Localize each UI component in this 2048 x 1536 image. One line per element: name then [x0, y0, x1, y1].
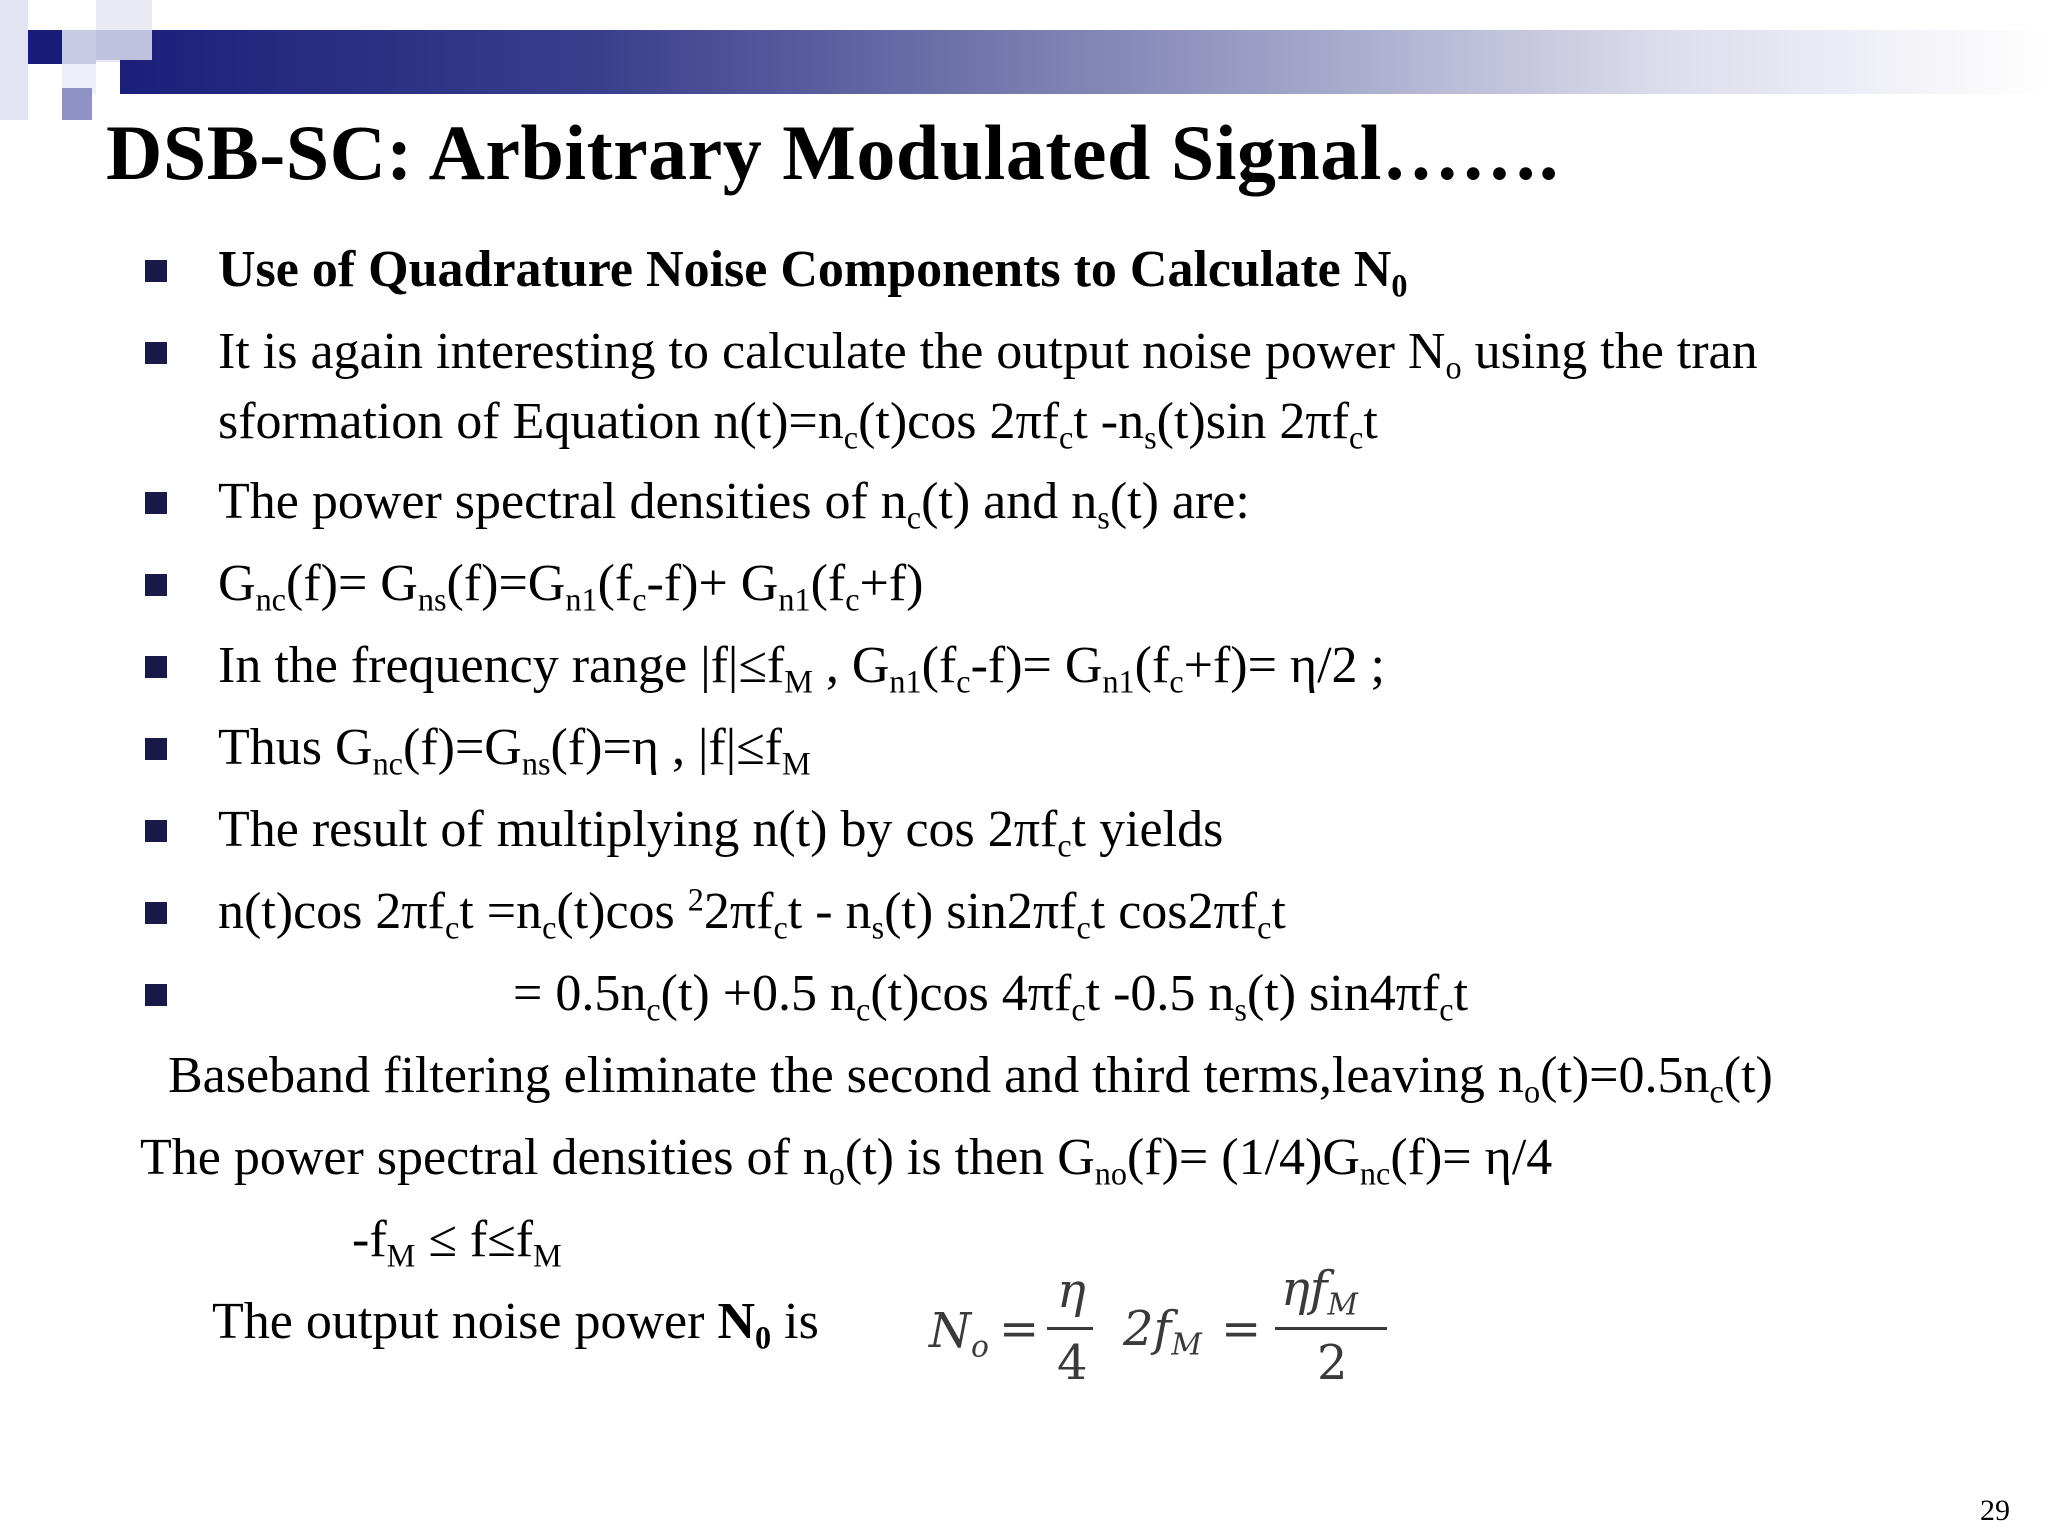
formula-denominator: 4: [1057, 1335, 1088, 1391]
fraction-bar: [1275, 1327, 1387, 1330]
bullet-2-continuation: sformation of Equation $n(t)=n_c(t)\cos$ $2\pi f_ct$ $-n_s(t)\sin$ $2\pi f_ct$: [218, 393, 1378, 456]
bullet-5: In the frequency range $|f|\le f_M$ , $G_{n1}(f_c-f)= G_{n1}(f_c+f)= \eta/2$ ;: [218, 637, 1385, 700]
bullet-4: $G_{nc}(f)= G_{ns}(f)=G_{n1}(f_c-f)+ G_{n1}(f_c+f)$: [218, 555, 924, 618]
formula-denominator: 2: [1317, 1335, 1348, 1391]
bullet-marker: [145, 574, 167, 596]
bullet-marker: [145, 820, 167, 842]
bullet-2: It is again interesting to calculate the output noise power $N_o$ using the tran: [218, 323, 1758, 386]
bullet-6: Thus $G_{nc}(f)=G_{ns}(f)=\eta$ , $|f|\le f_M$: [218, 719, 811, 782]
page-number: 29: [1980, 1494, 2010, 1527]
formula-equals: =: [1221, 1301, 1262, 1357]
header-decoration-square: [62, 88, 92, 120]
header-decoration-square: [62, 30, 96, 64]
formula-numerator: $\eta f_M$: [1281, 1261, 1358, 1323]
slide-title: DSB-SC: Arbitrary Modulated Signal…….: [106, 109, 1559, 196]
formula-lhs: $N_o$: [929, 1303, 989, 1365]
bullet-marker: [145, 342, 167, 364]
formula-numerator: η: [1057, 1263, 1086, 1319]
bullet-marker: [145, 656, 167, 678]
body-line-output-noise-power: The output noise power $N_0$ is: [212, 1293, 819, 1356]
body-line-baseband-filtering: Baseband filtering eliminate the second and third terms,leaving $n_o(t)=0.5n_c(t)$: [168, 1047, 1773, 1110]
header-decoration-square: [28, 30, 62, 64]
fraction-bar: [1047, 1327, 1093, 1330]
bullet-3: The power spectral densities of $n_c(t)$ and $n_s(t)$ are:: [218, 473, 1250, 536]
bullet-1: Use of Quadrature Noise Components to Calculate $N_0$: [218, 241, 1408, 304]
body-line-output-psd: The power spectral densities of $n_o(t)$ is then $G_{no}(f)= (1/4)G_{nc}(f)= \eta/4$: [140, 1129, 1553, 1192]
bullet-8: n(t)cos $2\pi f_ct =n_c(t)\cos$ $^22\pi f_ct - n_s(t)$ $\sin 2\pi f_ct$ $\cos 2\pi f_ct$: [218, 881, 1286, 946]
bullet-marker: [145, 902, 167, 924]
header-decoration-square: [96, 30, 152, 60]
bullet-marker: [145, 984, 167, 1006]
header-gradient-bar: [120, 30, 2048, 94]
bullet-7: The result of multiplying n(t) by $\cos 2\pi f_ct$ yields: [218, 801, 1224, 864]
output-noise-power-formula: [925, 1261, 1395, 1395]
bullet-marker: [145, 492, 167, 514]
header-decoration-strip: [0, 0, 28, 120]
formula-equals: =: [999, 1301, 1040, 1357]
body-line-frequency-range: $-f_M \le f\le f_M$: [352, 1211, 562, 1274]
bullet-marker: [145, 738, 167, 760]
bullet-marker: [145, 260, 167, 282]
bullet-9: = $0.5n_c(t) +0.5$ $n_c(t)\cos$ $4\pi f_ct$ -0.5 $n_s(t)$ $\sin 4\pi f_ct$: [513, 965, 1469, 1028]
formula-middle-term: $2f_M$: [1123, 1301, 1202, 1363]
